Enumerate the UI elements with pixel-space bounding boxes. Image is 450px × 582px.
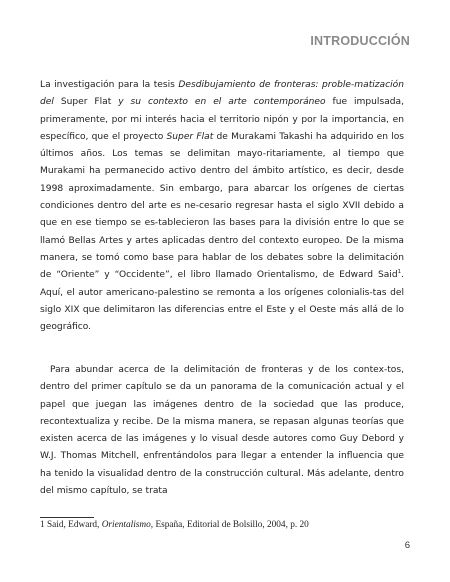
p1-text-2: Super Flat [53,97,119,108]
footnote-reference[interactable]: 1 [397,269,402,276]
p1-text-4: de Murakami Takashi ha adquirido en los últimos años. Los temas se delimitan mayo-ritariamente, al tiempo que Murakami ha permanecido activo dentro del ámbito artístico, es decir, desde 1998 aproximadamente. Sin embargo, para abarcar los orígenes de ciertas condiciones dentro del arte es ne-cesario regresar hasta el siglo XVII debido a que en ese tiempo se es-tablecieron las bases para la división entre lo que se llamó Bellas Artes y artes aplicadas dentro del contexto europeo. De la misma manera, se tomó como base para hablar de los debates sobre la delimitación de “Oriente” y “Occidente”, el libro llamado Orientalismo, de Edward Said [40,131,404,281]
footnote-text-2: , España, Editorial de Bolsillo, 2004, p. 20 [150,520,309,530]
p1-thesis-title-1: Desdibujamiento de fronteras: proble-matización del [40,80,404,108]
p1-text-1: La investigación para la tesis [40,80,179,90]
p1-super-flat: Super Flat [166,131,214,142]
p1-thesis-title-2: y su contexto en el arte contemporáneo [118,97,326,108]
p1-text-3: fue impulsada, primeramente, por mi interés hacia el territorio nipón y por la importancia, en específico, que el proyecto [40,97,405,142]
page-number: 6 [404,540,410,551]
p1-text-5: . Aquí, el autor americano-palestino se remonta a los orígenes colonialis-tas del siglo XIX que delimitaron las diferencias entre el Este y el Oeste más allá de lo geográfico. [40,270,404,333]
p2-text: Para abundar acerca de la delimitación de fronteras y de los contex-tos, dentro del primer capítulo se da un panorama de la comunicación actual y el papel que juegan las imágenes dentro de la sociedad que las produce, recontextualiza y recibe. De la misma manera, se repasan algunas teorías que existen acerca de las imágenes y lo visual desde autores como Guy Debord y W.J. Thomas Mitchell, enfrentándolos para llegar a entender la influencia que ha tenido la visualidad dentro de la construcción cultural. Más adelante, dentro del mismo capítulo, se trata [40,365,404,497]
footnote-text-1: 1 Said, Edward, [40,520,102,530]
paragraph-1 [40,77,404,336]
section-title: INTRODUCCIÓN [310,34,410,48]
footnote [40,518,410,532]
paragraph-2 [40,362,404,500]
footnote-book-title: Orientalismo [101,520,151,530]
